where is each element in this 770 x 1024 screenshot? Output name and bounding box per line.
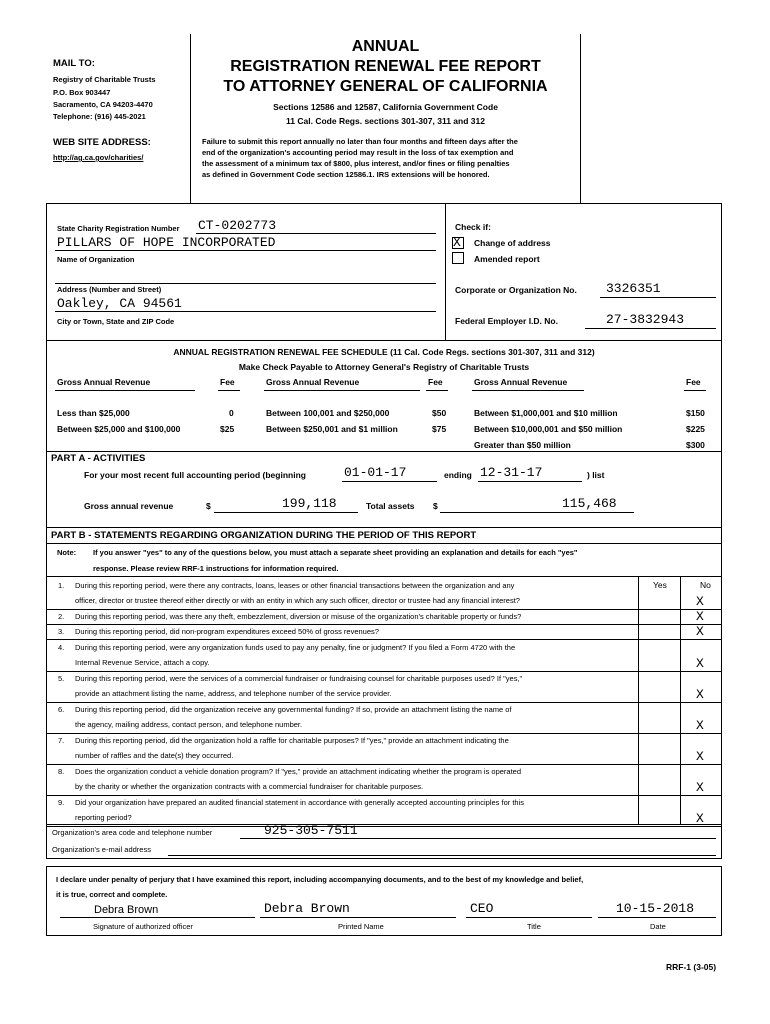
email-label: Organization's e-mail address xyxy=(52,845,151,854)
fee-c3-rev-2: Greater than $50 million xyxy=(474,440,571,450)
warning-3: the assessment of a minimum tax of $800, plus interest, and/or fines or filing penalties xyxy=(202,159,510,168)
title-line-1: ANNUAL xyxy=(351,38,420,55)
question-text: During this reporting period, did the organization hold a raffle for charitable purposes? If "yes," provide an attachment indicating the xyxy=(75,736,509,745)
no-answer-mark[interactable]: X xyxy=(696,594,704,609)
col1-rev-header: Gross Annual Revenue xyxy=(57,377,151,387)
printed-name-value[interactable]: Debra Brown xyxy=(264,901,350,916)
part-a-title: PART A - ACTIVITIES xyxy=(51,453,146,464)
question-divider xyxy=(46,671,722,672)
question-text: Did your organization have prepared an audited financial statement in accordance with generally accepted accounting principles for this xyxy=(75,798,525,807)
no-answer-mark[interactable]: X xyxy=(696,811,704,826)
no-answer-mark[interactable]: X xyxy=(696,624,704,639)
question-text-cont: reporting period? xyxy=(75,813,132,822)
assets-value[interactable]: 115,468 xyxy=(562,496,617,511)
amended-checkbox[interactable] xyxy=(452,252,464,264)
question-number: 4. xyxy=(58,643,65,652)
change-address-checkbox[interactable] xyxy=(452,237,464,249)
signature-label: Signature of authorized officer xyxy=(93,922,193,931)
period-label: For your most recent full accounting period (beginning xyxy=(84,470,306,480)
fee-c3-fee-1: $225 xyxy=(686,424,705,434)
gross-rev-value[interactable]: 199,118 xyxy=(282,496,337,511)
question-text: During this reporting period, did the organization receive any governmental funding? If so, provide an attachment listing the name of xyxy=(75,705,512,714)
form-id: RRF-1 (3-05) xyxy=(666,962,717,972)
question-text-cont: the agency, mailing address, contact person, and telephone number. xyxy=(75,720,303,729)
gross-rev-label: Gross annual revenue xyxy=(84,501,174,511)
col3-fee-header: Fee xyxy=(686,377,701,387)
mail-line-2: P.O. Box 903447 xyxy=(53,88,111,97)
reg-value[interactable]: CT-0202773 xyxy=(198,218,277,233)
declaration-line-1: I declare under penalty of perjury that I have examined this report, including accompanying documents, and to the best of my knowledge and belief, xyxy=(56,875,584,884)
question-text-cont: by the charity or whether the organization contracts with a commercial fundraiser for charitable purposes. xyxy=(75,782,424,791)
declaration-line-2: it is true, correct and complete. xyxy=(56,890,168,899)
no-answer-mark[interactable]: X xyxy=(696,749,704,764)
org-name-value[interactable]: PILLARS OF HOPE INCORPORATED xyxy=(57,235,276,250)
website-link[interactable]: http://ag.ca.gov/charities/ xyxy=(53,153,144,162)
warning-4: as defined in Government Code section 12586.1. IRS extensions will be honored. xyxy=(202,170,490,179)
fee-c3-fee-0: $150 xyxy=(686,408,705,418)
ending-label: ending xyxy=(444,470,472,480)
no-answer-mark[interactable]: X xyxy=(696,656,704,671)
title-line-2: REGISTRATION RENEWAL FEE REPORT xyxy=(230,58,541,75)
assets-dollar: $ xyxy=(433,501,438,511)
question-number: 3. xyxy=(58,627,65,636)
signature-value[interactable]: Debra Brown xyxy=(94,904,159,916)
question-text: Does the organization conduct a vehicle donation program? If "yes," provide an attachment indicating whether the program is operated xyxy=(75,767,522,776)
date-label: Date xyxy=(650,922,666,931)
amended-label: Amended report xyxy=(474,254,540,264)
question-divider xyxy=(46,826,722,827)
assets-label: Total assets xyxy=(366,501,415,511)
question-text: During this reporting period, were any organization funds used to pay any penalty, fine or judgment? If you filed a Form 4720 with the xyxy=(75,643,516,652)
question-number: 2. xyxy=(58,612,65,621)
org-bottom-line xyxy=(46,340,722,341)
sections-line-1: Sections 12586 and 12587, California Government Code xyxy=(273,102,498,112)
sections-line-2: 11 Cal. Code Regs. sections 301-307, 311 and 312 xyxy=(286,116,485,126)
question-divider xyxy=(46,624,722,625)
fee-c3-rev-1: Between $10,000,001 and $50 million xyxy=(474,424,623,434)
corp-label: Corporate or Organization No. xyxy=(455,285,577,295)
mail-to-title: MAIL TO: xyxy=(53,58,95,69)
question-divider xyxy=(46,639,722,640)
question-divider xyxy=(46,702,722,703)
phone-value[interactable]: 925-305-7511 xyxy=(264,823,358,838)
note-line-2: response. Please review RRF-1 instructions for information required. xyxy=(93,564,339,573)
question-divider xyxy=(46,609,722,610)
fee-c3-fee-2: $300 xyxy=(686,440,705,450)
corp-value[interactable]: 3326351 xyxy=(606,281,661,296)
no-answer-mark[interactable]: X xyxy=(696,687,704,702)
fee-c1-fee-1: $25 xyxy=(220,424,235,434)
question-number: 5. xyxy=(58,674,65,683)
no-answer-mark[interactable]: X xyxy=(696,718,704,733)
fee-subtitle: Make Check Payable to Attorney General's Registry of Charitable Trusts xyxy=(238,362,530,372)
no-answer-mark[interactable]: X xyxy=(696,609,704,624)
col2-rev-header: Gross Annual Revenue xyxy=(266,377,360,387)
fee-c2-fee-1: $75 xyxy=(432,424,447,434)
mail-line-4: Telephone: (916) 445-2021 xyxy=(53,112,146,121)
col3-rev-header: Gross Annual Revenue xyxy=(474,377,568,387)
question-text-cont: provide an attachment listing the name, address, and telephone number of the service provider. xyxy=(75,689,392,698)
question-number: 9. xyxy=(58,798,65,807)
period-begin[interactable]: 01-01-17 xyxy=(344,465,407,480)
question-text-cont: number of raffles and the date(s) they occurred. xyxy=(75,751,234,760)
fee-c2-rev-1: Between $250,001 and $1 million xyxy=(266,424,398,434)
title-label: Title xyxy=(527,922,541,931)
warning-2: end of the organization's accounting period may result in the loss of tax exemption and xyxy=(202,148,514,157)
reg-label: State Charity Registration Number xyxy=(57,224,180,233)
org-name-label: Name of Organization xyxy=(57,255,135,264)
list-label: ) list xyxy=(587,470,605,480)
date-value[interactable]: 10-15-2018 xyxy=(616,901,695,916)
mail-line-1: Registry of Charitable Trusts xyxy=(53,75,156,84)
check-if-label: Check if: xyxy=(455,222,491,232)
fee-c1-fee-0: 0 xyxy=(229,408,234,418)
question-text: During this reporting period, did non-program expenditures exceed 50% of gross revenues? xyxy=(75,627,379,636)
fee-c2-fee-0: $50 xyxy=(432,408,447,418)
website-title: WEB SITE ADDRESS: xyxy=(53,137,151,148)
question-divider xyxy=(46,733,722,734)
city-value[interactable]: Oakley, CA 94561 xyxy=(57,296,182,311)
fein-value[interactable]: 27-3832943 xyxy=(606,312,685,327)
question-number: 6. xyxy=(58,705,65,714)
header-right-divider xyxy=(580,34,581,203)
warning-1: Failure to submit this report annually no later than four months and fifteen days after the xyxy=(202,137,518,146)
phone-label: Organization's area code and telephone number xyxy=(52,828,213,837)
no-header: No xyxy=(700,580,711,590)
fee-c1-rev-0: Less than $25,000 xyxy=(57,408,130,418)
fein-label: Federal Employer I.D. No. xyxy=(455,316,558,326)
change-address-mark: X xyxy=(453,235,461,250)
mail-line-3: Sacramento, CA 94203-4470 xyxy=(53,100,153,109)
title-line-3: TO ATTORNEY GENERAL OF CALIFORNIA xyxy=(223,78,548,95)
fee-title: ANNUAL REGISTRATION RENEWAL FEE SCHEDULE (11 Cal. Code Regs. sections 301-307, 311 and 312) xyxy=(173,347,595,357)
question-text: During this reporting period, were there any contracts, loans, leases or other financial transactions between the organization and any xyxy=(75,581,515,590)
question-text: During this reporting period, were the services of a commercial fundraiser or fundraising counsel for charitable purposes used? If "yes," xyxy=(75,674,523,683)
question-number: 1. xyxy=(58,581,65,590)
col1-fee-header: Fee xyxy=(220,377,235,387)
question-number: 7. xyxy=(58,736,65,745)
fee-c3-rev-0: Between $1,000,001 and $10 million xyxy=(474,408,618,418)
title-value[interactable]: CEO xyxy=(470,901,494,916)
question-text-cont: officer, director or trustee thereof either directly or with an entity in which any such officer, director or trustee had any financial interest? xyxy=(75,596,520,605)
no-answer-mark[interactable]: X xyxy=(696,780,704,795)
col2-fee-header: Fee xyxy=(428,377,443,387)
question-divider xyxy=(46,795,722,796)
question-text: During this reporting period, was there any theft, embezzlement, diversion or misuse of the organization's charitable property or funds? xyxy=(75,612,522,621)
question-divider xyxy=(46,764,722,765)
part-b-title: PART B - STATEMENTS REGARDING ORGANIZATION DURING THE PERIOD OF THIS REPORT xyxy=(51,530,477,541)
question-number: 8. xyxy=(58,767,65,776)
fee-c1-rev-1: Between $25,000 and $100,000 xyxy=(57,424,181,434)
fee-c2-rev-0: Between 100,001 and $250,000 xyxy=(266,408,390,418)
question-text-cont: Internal Revenue Service, attach a copy. xyxy=(75,658,210,667)
org-divider xyxy=(445,203,446,340)
address-label: Address (Number and Street) xyxy=(57,285,162,294)
printed-name-label: Printed Name xyxy=(338,922,384,931)
change-address-label: Change of address xyxy=(474,238,551,248)
note-label: Note: xyxy=(57,548,77,557)
period-end[interactable]: 12-31-17 xyxy=(480,465,543,480)
yes-header: Yes xyxy=(653,580,667,590)
gross-rev-dollar: $ xyxy=(206,501,211,511)
city-label: City or Town, State and ZIP Code xyxy=(57,317,175,326)
note-line-1: If you answer "yes" to any of the questions below, you must attach a separate sheet providing an explanation and details for each "yes" xyxy=(93,548,578,557)
